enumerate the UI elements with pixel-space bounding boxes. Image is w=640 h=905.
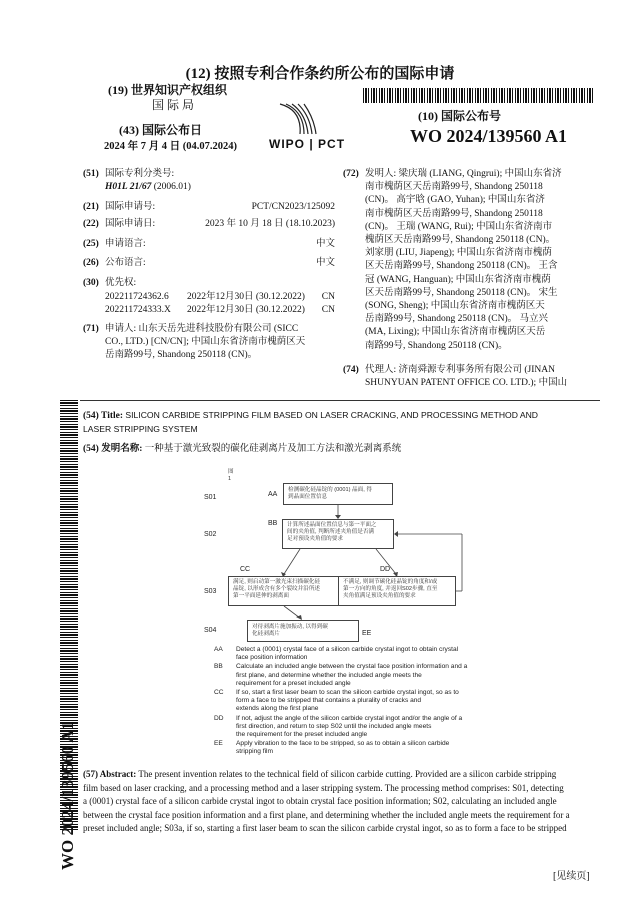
box-aa: 检测碳化硅晶锭的 (0001) 晶面, 得 到晶面位置信息 [283, 483, 393, 505]
field-30: (30) 优先权: [83, 278, 137, 288]
field-74-agent: (74) 代理人: 济南舜源专利事务所有限公司 (JINAN SHUNYUAN PATENT OFFICE CO. LTD.); 中国山 [343, 365, 568, 389]
field-25: (25) 申请语言: 中文 [83, 239, 335, 249]
pub-date: 2024 年 7 月 4 日 (04.07.2024) [104, 141, 237, 152]
tag-dd: DD [380, 566, 391, 573]
figure-label: 图1 [228, 469, 234, 482]
title-zh: (54) 发明名称: 一种基于激光致裂的碳化硅剥离片及加工方法和激光剥离系统 [83, 444, 402, 454]
tag-cc: CC [240, 566, 251, 573]
wipo-pct-logo-text: WIPO | PCT [269, 137, 346, 151]
figure-legend [214, 646, 474, 757]
box-cc: 满足, 则启动第一激光束扫描碳化硅 晶锭, 以形成含有多个裂纹并沿所述 第一平面延伸的剥离面 [228, 576, 341, 606]
side-pub-number: WO 2024/139560 A1 [58, 721, 77, 870]
legend-item: BB Calculate an included angle between the crystal face position information and a first plane, and determine whether the included angle meets the requirement for a preset included angle [214, 663, 468, 687]
tag-aa: AA [268, 491, 278, 498]
priority-row: 202211724333.X 2022年12月30日 (30.12.2022) CN [105, 305, 335, 315]
org-name: (19) 世界知识产权组织 [108, 83, 227, 97]
field-22: (22) 国际申请日: 2023 年 10 月 18 日 (18.10.2023) [83, 219, 335, 229]
continued-note: [见续页] [553, 871, 590, 882]
abstract: (57) Abstract: The present invention relates to the technical field of silicon carbide cutting. Provided are a silicon carbide stripping film based on laser cracking, and a processing method and a laser stripping system. The processing method comprises: S01, detecting a (0001) crystal face of a silicon carbide crystal ingot to obtain crystal face position information; S02, calculating an included angle between the crystal face position information and a first plane, and determining whether the included angle meets the requirement for a preset included angle; S03a, if so, starting a first laser beam to scan the silicon carbide crystal ingot, so as to form a face to be stripped [83, 769, 570, 834]
legend-item: DD If not, adjust the angle of the silicon carbide crystal ingot and/or the angle of a first direction, and return to step S02 until the included angle meets the requirement for the preset included angle [214, 714, 463, 739]
org-bureau: 国 际 局 [152, 98, 195, 112]
box-ee: 对待剥离片施加振动, 以得到碳 化硅剥离片 [247, 620, 359, 642]
step-label: S04 [204, 627, 217, 634]
legend-item: EE Apply vibration to the face to be stripped, so as to obtain a silicon carbide stripping film [214, 740, 450, 756]
priority-row: 202211724362.6 2022年12月30日 (30.12.2022) CN [105, 292, 335, 302]
document-title: (12) 按照专利合作条约所公布的国际申请 [185, 66, 455, 82]
title-en: (54) Title: SILICON CARBIDE STRIPPING FILM BASED ON LASER CRACKING, AND PROCESSING METHOD AND LASER STRIPPING SYSTEM [83, 410, 538, 435]
field-21: (21) 国际申请号: PCT/CN2023/125092 [83, 202, 335, 212]
field-26: (26) 公布语言: 中文 [83, 258, 335, 268]
legend-item: CC If so, start a first laser beam to scan the silicon carbide crystal ingot, so as to form a face to be stripped that contains a plurality of cracks and extends along the first plane [214, 689, 459, 713]
step-label: S03 [204, 588, 217, 595]
box-dd: 不满足, 则调节碳化硅晶锭的角度和/或 第一方向的角度, 并返回S02步骤, 直至 夹角值满足预设夹角值的要求 [338, 576, 456, 606]
field-71-applicant: (71) 申请人: 山东天岳先进科技股份有限公司 (SICC CO., LTD.) [CN/CN]; 中国山东省济南市槐荫区天 岳南路99号, Shandong 250118 (CN)。 [83, 324, 306, 361]
tag-bb: BB [268, 520, 278, 527]
box-bb: 计算所述晶面位置信息与第一平面之 间的夹角值, 判断所述夹角值是否满 足对预设夹角值的要求 [282, 519, 394, 549]
step-label: S01 [204, 494, 217, 501]
legend-item: AA Detect a (0001) crystal face of a silicon carbide crystal ingot to obtain crystal face position information [214, 646, 459, 662]
pub-number: WO 2024/139560 A1 [410, 126, 568, 146]
pub-number-label: (10) 国际公布号 [418, 109, 501, 123]
pub-date-label: (43) 国际公布日 [119, 123, 202, 137]
field-72-inventors: (72) 发明人: 梁庆瑞 (LIANG, Qingrui); 中国山东省济 南市槐荫区天岳南路99号, Shandong 250118 (CN)。 高宇晗 (GAO, Yuhan); 中国山东省济 南市槐荫区天岳南路99号, Shandong 250118 (CN)。 王瑞 (WANG, Rui); 中国山东省济南市 槐荫区天岳南路99号, Shandong 250118 (CN)。 刘家朋 (LIU, Jiapeng); 中国山东省济南市槐荫 区天岳南路99号, Shandong 250118 (CN)。 王含 冠 (WANG, Hanguan); 中国山东省济南市槐荫 区天岳南路99号, Shandong 250118 (CN)。 宋生 (SONG, Sheng); 中国山东省济南市槐荫区天 岳南路99号, Shandong 250118 (CN)。 马立兴 (MA, Lixing); 中国山东省济南市槐荫区天岳 南路99号, Shandong 250118 (CN)。 [343, 169, 562, 351]
tag-ee: EE [362, 630, 372, 637]
step-label: S02 [204, 531, 217, 538]
field-51: (51) 国际专利分类号: H01L 21/67 (2006.01) [83, 169, 191, 193]
